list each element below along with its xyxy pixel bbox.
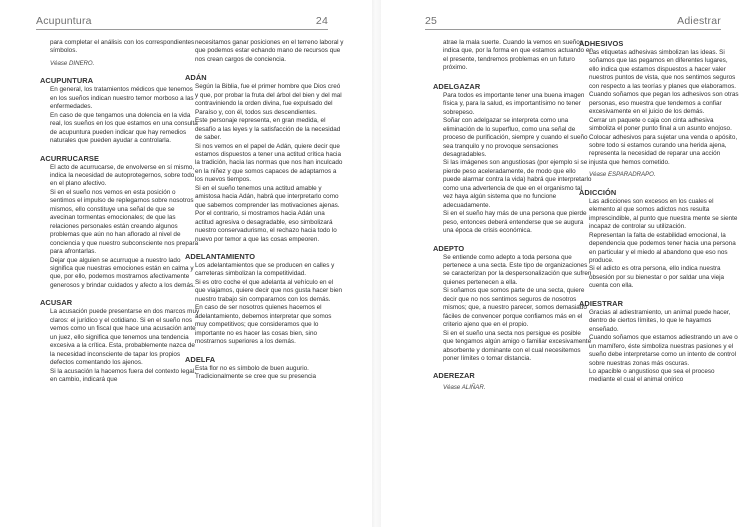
entry-headword: ADEPTO (433, 243, 465, 253)
left-page (0, 0, 372, 527)
dictionary-entry (433, 371, 593, 392)
entry-paragraph: necesitamos ganar posiciones en el terreno laboral y que podemos estar echando mano de recursos que nos crean cargos de conciencia. (195, 39, 344, 63)
entry-paragraph: Si el adicto es otra persona, ello indica nuestra obsesión por su bienestar o por saldar una vieja cuenta con ella. (589, 265, 725, 290)
see-also-reference: Véase ALIÑAR. (443, 384, 486, 392)
running-head-left (36, 15, 328, 30)
dictionary-entry (433, 244, 593, 364)
dictionary-entry (433, 82, 593, 236)
dictionary-entry (579, 299, 739, 385)
entry-paragraph: Si en el sueño hay más de una persona que pierde peso, entonces deberá entenderse que se augura una época de crisis económica. (443, 210, 587, 235)
dictionary-entry (185, 355, 345, 382)
entry-paragraph: para completar el análisis con los correspondientes símbolos. (50, 39, 195, 55)
entry-paragraph: Las adicciones son excesos en los cuales el elemento al que somos adictos nos resulta imprescindible, al punto que nuestra mente se siente incapaz de controlar su utilización. (589, 197, 738, 231)
entry-paragraph: Según la Biblia, fue el primer hombre que Dios creó y que, por probar la fruta del árbol del bien y del mal contraviniendo la orden divina, fue expulsado del Paraíso y, con él, todos sus descendientes. (195, 83, 342, 116)
left-column-2 (185, 39, 345, 389)
entry-paragraph: Esta flor no es símbolo de buen augurio. Tradicionalmente se cree que su presencia (195, 364, 317, 380)
entry-headword: ADELANTAMIENTO (185, 251, 256, 261)
see-also-reference: Véase DINERO. (50, 59, 95, 67)
entry-paragraph: Cerrar un paquete o caja con cinta adhesiva simboliza el poner punto final a un asunto enojoso. (589, 116, 732, 133)
dictionary-entry (185, 39, 345, 64)
entry-paragraph: Cuando soñamos que pegan los adhesivos son otras personas, eso muestra que tendemos a confiar excesivamente en el juicio de los demás. (589, 91, 739, 116)
page-number: 25 (425, 15, 438, 27)
entry-headword: ACURRUCARSE (40, 153, 99, 163)
entry-paragraph: Dejar que alguien se acurruque a nuestro lado significa que nuestras emociones están en calma y que, por ello, podemos mostrarnos afectivamente generosos y brindar cuidados y afecto a los demás. (50, 256, 195, 289)
see-also-reference: Véase ESPARADRAPO. (589, 171, 656, 179)
right-page (381, 0, 753, 527)
entry-headword: ACUPUNTURA (40, 76, 94, 86)
entry-headword: ADIESTRAR (579, 298, 624, 308)
entry-paragraph: La acusación puede presentarse en dos marcos muy claros: el jurídico y el cotidiano. Si en el sueño nos vemos como un fiscal que hace una acusación ante un juez, ello significa que tenemos una tendencia excesiva a la crítica. Esta, probablemente nazca de la necesidad inconsciente de tapar los propios defectos comentando los ajenos. (50, 308, 200, 367)
entry-paragraph: Gracias al adiestramiento, un animal puede hacer, dentro de ciertos límites, lo que le hayamos enseñado. (589, 308, 731, 333)
entry-paragraph: Lo apacible o angustioso que sea el proceso mediante el cual el animal onírico (589, 367, 715, 384)
entry-paragraph: En general, los tratamientos médicos que tenemos en los sueños indican nuestro temor morboso a las enfermedades. (50, 86, 194, 111)
dictionary-entry (433, 39, 593, 73)
dictionary-entry (185, 252, 345, 347)
entry-paragraph: Si es otro coche el que adelanta al vehículo en el que viajamos, quiere decir que nos gusta hacer bien nuestro trabajo sin compararnos con los demás. (195, 278, 343, 303)
entry-headword: ADHESIVOS (579, 39, 624, 48)
entry-paragraph: Para todos es importante tener una buena imagen física y, para la salud, es importantísimo no tener sobrepeso. (443, 91, 585, 116)
running-head-title: Adiestrar (677, 15, 721, 27)
entry-headword: ADICCIÓN (579, 187, 617, 197)
entry-paragraph: Se entiende como adepto a toda persona que pertenece a una secta. Este tipo de organizaciones se caracterizan por la despersonalización que sufren quienes pertenecen a ella. (443, 253, 592, 286)
entry-headword: ADEREZAR (433, 371, 475, 381)
entry-paragraph: atrae la mala suerte. Cuando la vemos en sueños indica que, por la forma en que estamos actuando en el presente, tendremos problemas en un futuro próximo. (443, 39, 593, 72)
entry-paragraph: Si la acusación la hacemos fuera del contexto legal, en cambio, indicará que (50, 367, 196, 383)
entry-paragraph: En caso de ser nosotros quienes hacemos el adelantamiento, debemos interpretar que somos muy competitivos; que consideramos que lo importante no es hacer las cosas bien, sino mostrarnos superiores a los demás. (195, 304, 332, 346)
right-column-2 (579, 39, 739, 393)
entry-headword: ADELFA (185, 354, 216, 364)
entry-paragraph: Si nos vemos en el papel de Adán, quiere decir que estamos dispuestos a tener una actitud crítica hacia la tradición, hacia las normas que nos han inculcado en la niñez y que somos capaces de adaptarnos a los nuevos tiempos. (195, 142, 343, 184)
entry-paragraph: Las etiquetas adhesivas simbolizan las ideas. Si soñamos que las pegamos en diferentes lugares, ello indica que estamos dispuestos a hacer valer nuestros puntos de vista, que nos sentimos seguros con respecto a las teorías y planes que elaboramos. (589, 49, 737, 90)
dictionary-entry (40, 76, 200, 145)
entry-paragraph: Este personaje representa, en gran medida, el desafío a las leyes y la satisfacción de la necesidad de saber. (195, 117, 341, 142)
entry-paragraph: Por el contrario, si mostramos hacia Adán una actitud agresiva o desagradable, eso simbolizará nuestro conservadurismo, el rechazo hacia todo lo nuevo por temor a que las cosas empeoren. (195, 210, 337, 243)
entry-paragraph: Si en el sueño nos vemos en esta posición o sentimos el impulso de replegarnos sobre nosotros mismos, ello constituye una señal de que se avecinan tormentas emocionales; de que las relaciones personales están creando algunos problemas que aún no han aflorado al nivel de conciencia y que nuestro subconsciente nos prepara para afrontarlas. (50, 188, 199, 256)
dictionary-entry (40, 154, 200, 291)
book-spine (372, 0, 381, 527)
dictionary-entry (579, 39, 739, 180)
entry-paragraph: El acto de acurrucarse, de envolverse en sí mismo, indica la necesidad de autoprotegernos, sobre todo en el plano afectivo. (50, 163, 195, 188)
page-number: 24 (315, 15, 328, 27)
entry-headword: ADELGAZAR (433, 81, 481, 91)
entry-paragraph: Cuando soñamos que estamos adiestrando un ave o un mamífero, éste simboliza nuestras pasiones y el sueño debe interpretarse como un intento de control sobre nuestras zonas más oscuras. (589, 334, 738, 367)
dictionary-entry (579, 188, 739, 291)
entry-headword: ADÁN (185, 73, 207, 83)
entry-paragraph: En caso de que tengamos una dolencia en la vida real, los sueños en los que estamos en una consulta de acupuntura pueden indicar que hay remedios naturales que pueden ayudar a controlarla. (50, 111, 198, 145)
entry-paragraph: Si las imágenes son angustiosas (por ejemplo si se pierde peso aceleradamente, de modo que ello puede alarmar contra la vida) habrá que interpretarlo como una advertencia de que en el organismo tal vez haya algún sistema que no funcione adecuadamente. (443, 159, 592, 209)
dictionary-entry (40, 39, 200, 68)
entry-paragraph: Soñar con adelgazar se interpreta como una eliminación de lo superfluo, como una señal de proceso de purificación, siempre y cuando el sueño sea tranquilo y no provoque sensaciones desagradables. (443, 117, 588, 158)
right-column-1 (433, 39, 593, 401)
entry-headword: ACUSAR (40, 298, 73, 308)
entry-paragraph: Si en el sueño una secta nos persigue es posible que tengamos algún amigo o familiar excesivamente absorbente y dominante con el cual necesitemos poner límites o tomar distancia. (443, 329, 592, 362)
entry-paragraph: Representan la falta de estabilidad emocional, la dependencia que podemos tener hacia una persona en particular y el miedo al abandono que eso nos produce. (589, 231, 736, 264)
left-column-1 (40, 39, 200, 392)
dictionary-entry (185, 73, 345, 244)
entry-paragraph: Si en el sueño tenemos una actitud amable y amistosa hacia Adán, habrá que interpretarlo como que sabemos comprender las motivaciones ajenas. (195, 184, 340, 209)
entry-paragraph: Colocar adhesivos para sujetar una venda o apósito, sobre todo si estamos curando una herida ajena, representa la necesidad de reparar una acción injusta que hemos cometido. (589, 133, 738, 166)
entry-paragraph: Si soñamos que somos parte de una secta, quiere decir que no nos sentimos seguros de nosotros mismos; que, a nuestro parecer, somos demasiado fáciles de convencer porque confiamos más en el criterio ajeno que en el propio. (443, 287, 587, 329)
entry-paragraph: Los adelantamientos que se producen en calles y carreteras simbolizan la competitividad. (195, 261, 335, 278)
dictionary-entry (40, 298, 200, 384)
running-head-right (425, 15, 721, 30)
running-head-title: Acupuntura (36, 15, 92, 27)
